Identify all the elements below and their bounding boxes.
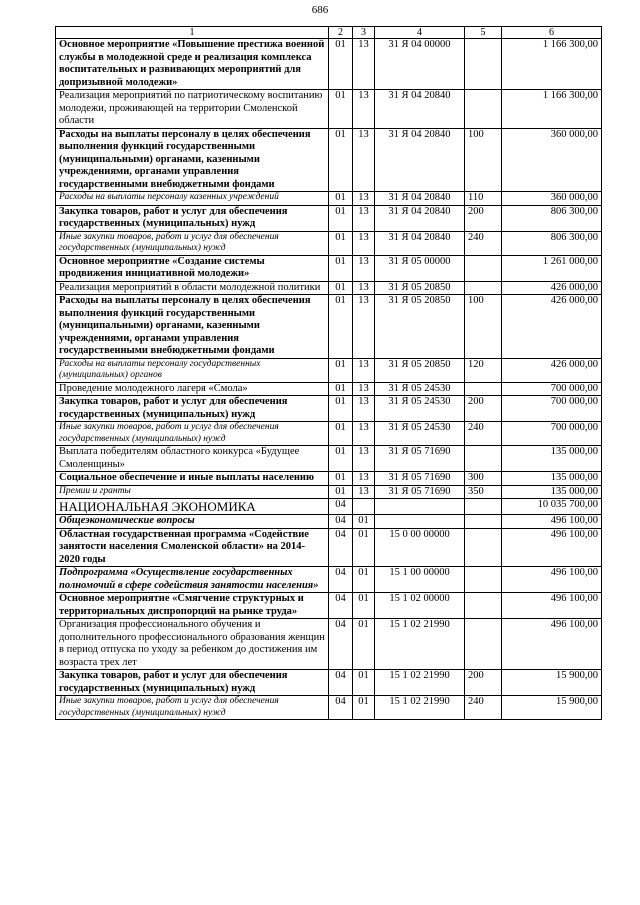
amount-cell: 1 166 300,00 [502,39,602,90]
target-article-cell: 31 Я 05 71690 [375,485,465,499]
table-row [56,670,602,696]
row-name-cell: Иные закупки товаров, работ и услуг для обеспечения государственных (муниципальных) нужд [56,422,329,446]
row-name-cell: Расходы на выплаты персоналу казенных учреждений [56,192,329,206]
expense-type-cell [465,593,502,619]
amount-cell: 700 000,00 [502,396,602,422]
table-row [56,39,602,90]
target-article-cell: 15 0 00 00000 [375,528,465,567]
subsection-code-cell: 01 [353,567,375,593]
expense-type-cell [465,499,502,515]
section-code-cell: 04 [329,593,353,619]
amount-cell: 496 100,00 [502,619,602,670]
row-name-cell: Закупка товаров, работ и услуг для обеспечения государственных (муниципальных) нужд [56,670,329,696]
subsection-code-cell: 13 [353,422,375,446]
target-article-cell: 31 Я 05 24530 [375,422,465,446]
table-row [56,499,602,515]
section-code-cell: 01 [329,396,353,422]
page-number: 686 [311,4,329,16]
header-cell: 2 [329,27,353,39]
section-code-cell: 01 [329,485,353,499]
amount-cell: 426 000,00 [502,295,602,359]
section-code-cell: 04 [329,499,353,515]
section-code-cell: 01 [329,231,353,255]
amount-cell: 360 000,00 [502,128,602,192]
row-name-cell: Социальное обеспечение и иные выплаты населению [56,472,329,486]
amount-cell: 135 000,00 [502,485,602,499]
table-row [56,231,602,255]
section-code-cell: 04 [329,567,353,593]
section-code-cell: 01 [329,472,353,486]
target-article-cell [375,515,465,529]
amount-cell: 360 000,00 [502,192,602,206]
row-name-cell: Расходы на выплаты персоналу государственных (муниципальных) органов [56,358,329,382]
section-code-cell: 01 [329,192,353,206]
table-header-row [56,27,602,39]
expense-type-cell [465,528,502,567]
target-article-cell: 31 Я 04 20840 [375,90,465,129]
section-code-cell: 04 [329,528,353,567]
subsection-code-cell: 13 [353,231,375,255]
row-name-cell: Реализация мероприятий в области молодежной политики [56,281,329,295]
header-cell: 1 [56,27,329,39]
section-code-cell: 01 [329,39,353,90]
section-code-cell: 01 [329,255,353,281]
target-article-cell: 15 1 02 21990 [375,696,465,720]
subsection-code-cell: 01 [353,696,375,720]
row-name-cell: Выплата победителям областного конкурса «Будущее Смоленщины» [56,446,329,472]
amount-cell: 806 300,00 [502,231,602,255]
amount-cell: 135 000,00 [502,472,602,486]
row-name-cell: Иные закупки товаров, работ и услуг для обеспечения государственных (муниципальных) нужд [56,231,329,255]
row-name-cell: Иные закупки товаров, работ и услуг для обеспечения государственных (муниципальных) нужд [56,696,329,720]
expense-type-cell: 200 [465,205,502,231]
subsection-code-cell: 13 [353,205,375,231]
expense-type-cell [465,39,502,90]
row-name-cell: Закупка товаров, работ и услуг для обеспечения государственных (муниципальных) нужд [56,396,329,422]
expense-type-cell [465,382,502,396]
amount-cell: 15 900,00 [502,696,602,720]
section-code-cell: 04 [329,696,353,720]
row-name-cell: Реализация мероприятий по патриотическому воспитанию молодежи, проживающей на территории Смоленской области [56,90,329,129]
subsection-code-cell: 13 [353,128,375,192]
amount-cell: 700 000,00 [502,422,602,446]
amount-cell: 426 000,00 [502,281,602,295]
amount-cell: 1 261 000,00 [502,255,602,281]
section-code-cell: 01 [329,358,353,382]
budget-table [55,26,602,720]
row-name-cell: Основное мероприятие «Создание системы продвижения инициативной молодежи» [56,255,329,281]
section-code-cell: 04 [329,670,353,696]
expense-type-cell [465,619,502,670]
expense-type-cell [465,446,502,472]
expense-type-cell: 300 [465,472,502,486]
subsection-code-cell: 13 [353,446,375,472]
expense-type-cell [465,567,502,593]
target-article-cell: 15 1 00 00000 [375,567,465,593]
target-article-cell: 31 Я 04 20840 [375,205,465,231]
target-article-cell: 15 1 02 21990 [375,670,465,696]
table-row [56,528,602,567]
amount-cell: 806 300,00 [502,205,602,231]
target-article-cell: 31 Я 04 20840 [375,128,465,192]
row-name-cell: Областная государственная программа «Содействие занятости населения Смоленской области» на 2014-2020 годы [56,528,329,567]
table-row [56,358,602,382]
target-article-cell: 31 Я 05 00000 [375,255,465,281]
section-code-cell: 01 [329,205,353,231]
subsection-code-cell: 01 [353,528,375,567]
table-row [56,90,602,129]
row-name-cell: Расходы на выплаты персоналу в целях обеспечения выполнения функций государственными (муниципальными) органами, казенными учреждениями, органами управления государственными внебюджетными фондами [56,128,329,192]
amount-cell: 496 100,00 [502,567,602,593]
row-name-cell: Подпрограмма «Осуществление государственных полномочий в сфере содействия занятости населения» [56,567,329,593]
expense-type-cell: 120 [465,358,502,382]
table-row [56,128,602,192]
target-article-cell: 31 Я 04 20840 [375,231,465,255]
amount-cell: 700 000,00 [502,382,602,396]
table-row [56,446,602,472]
subsection-code-cell: 13 [353,358,375,382]
subsection-code-cell: 13 [353,39,375,90]
table-row [56,567,602,593]
table-row [56,515,602,529]
subsection-code-cell: 01 [353,593,375,619]
amount-cell: 15 900,00 [502,670,602,696]
subsection-code-cell [353,499,375,515]
subsection-code-cell: 13 [353,382,375,396]
target-article-cell: 31 Я 05 20850 [375,281,465,295]
target-article-cell: 15 1 02 21990 [375,619,465,670]
expense-type-cell: 200 [465,396,502,422]
header-cell: 5 [465,27,502,39]
subsection-code-cell: 01 [353,619,375,670]
row-name-cell: Основное мероприятие «Повышение престижа военной службы в молодежной среде и реализация комплекса воспитательных и развивающих мероприятий для допризывной молодежи» [56,39,329,90]
table-row [56,696,602,720]
row-name-cell: Организация профессионального обучения и дополнительного профессионального образования женщин в период отпуска по уходу за ребенком до достижения им возраста трех лет [56,619,329,670]
expense-type-cell [465,281,502,295]
section-code-cell: 01 [329,446,353,472]
section-code-cell: 04 [329,515,353,529]
target-article-cell: 31 Я 05 24530 [375,396,465,422]
section-code-cell: 01 [329,90,353,129]
amount-cell: 496 100,00 [502,528,602,567]
subsection-code-cell: 01 [353,670,375,696]
row-name-cell: Закупка товаров, работ и услуг для обеспечения государственных (муниципальных) нужд [56,205,329,231]
subsection-code-cell: 13 [353,396,375,422]
target-article-cell: 31 Я 04 00000 [375,39,465,90]
table-row [56,281,602,295]
subsection-code-cell: 13 [353,281,375,295]
expense-type-cell: 110 [465,192,502,206]
target-article-cell: 31 Я 04 20840 [375,192,465,206]
table-row [56,485,602,499]
expense-type-cell [465,255,502,281]
target-article-cell: 31 Я 05 20850 [375,358,465,382]
subsection-code-cell: 13 [353,295,375,359]
table-row [56,422,602,446]
section-code-cell: 01 [329,295,353,359]
expense-type-cell: 100 [465,128,502,192]
table-row [56,382,602,396]
amount-cell: 135 000,00 [502,446,602,472]
subsection-code-cell: 13 [353,90,375,129]
row-name-cell: Основное мероприятие «Смягчение структурных и территориальных диспропорций на рынке труда» [56,593,329,619]
subsection-code-cell: 13 [353,485,375,499]
subsection-code-cell: 13 [353,192,375,206]
header-cell: 4 [375,27,465,39]
amount-cell: 496 100,00 [502,515,602,529]
section-code-cell: 04 [329,619,353,670]
expense-type-cell: 240 [465,696,502,720]
table-row [56,472,602,486]
row-name-cell: Расходы на выплаты персоналу в целях обеспечения выполнения функций государственными (муниципальными) органами, казенными учреждениями, органами управления государственными внебюджетными фондами [56,295,329,359]
table-row [56,396,602,422]
row-name-cell: Проведение молодежного лагеря «Смола» [56,382,329,396]
expense-type-cell: 240 [465,231,502,255]
expense-type-cell [465,515,502,529]
amount-cell: 10 035 700,00 [502,499,602,515]
table-row [56,192,602,206]
target-article-cell: 31 Я 05 24530 [375,382,465,396]
expense-type-cell: 240 [465,422,502,446]
target-article-cell: 31 Я 05 20850 [375,295,465,359]
expense-type-cell [465,90,502,129]
expense-type-cell: 200 [465,670,502,696]
section-code-cell: 01 [329,281,353,295]
row-name-cell: НАЦИОНАЛЬНАЯ ЭКОНОМИКА [56,499,329,515]
expense-type-cell: 100 [465,295,502,359]
target-article-cell: 31 Я 05 71690 [375,472,465,486]
subsection-code-cell: 01 [353,515,375,529]
section-code-cell: 01 [329,422,353,446]
table-row [56,593,602,619]
target-article-cell: 15 1 02 00000 [375,593,465,619]
table-row [56,205,602,231]
target-article-cell [375,499,465,515]
expense-type-cell: 350 [465,485,502,499]
subsection-code-cell: 13 [353,472,375,486]
table-row [56,619,602,670]
header-cell: 6 [502,27,602,39]
section-code-cell: 01 [329,128,353,192]
header-cell: 3 [353,27,375,39]
amount-cell: 496 100,00 [502,593,602,619]
target-article-cell: 31 Я 05 71690 [375,446,465,472]
row-name-cell: Общеэкономические вопросы [56,515,329,529]
section-code-cell: 01 [329,382,353,396]
row-name-cell: Премии и гранты [56,485,329,499]
subsection-code-cell: 13 [353,255,375,281]
table-row [56,255,602,281]
amount-cell: 426 000,00 [502,358,602,382]
table-row [56,295,602,359]
amount-cell: 1 166 300,00 [502,90,602,129]
